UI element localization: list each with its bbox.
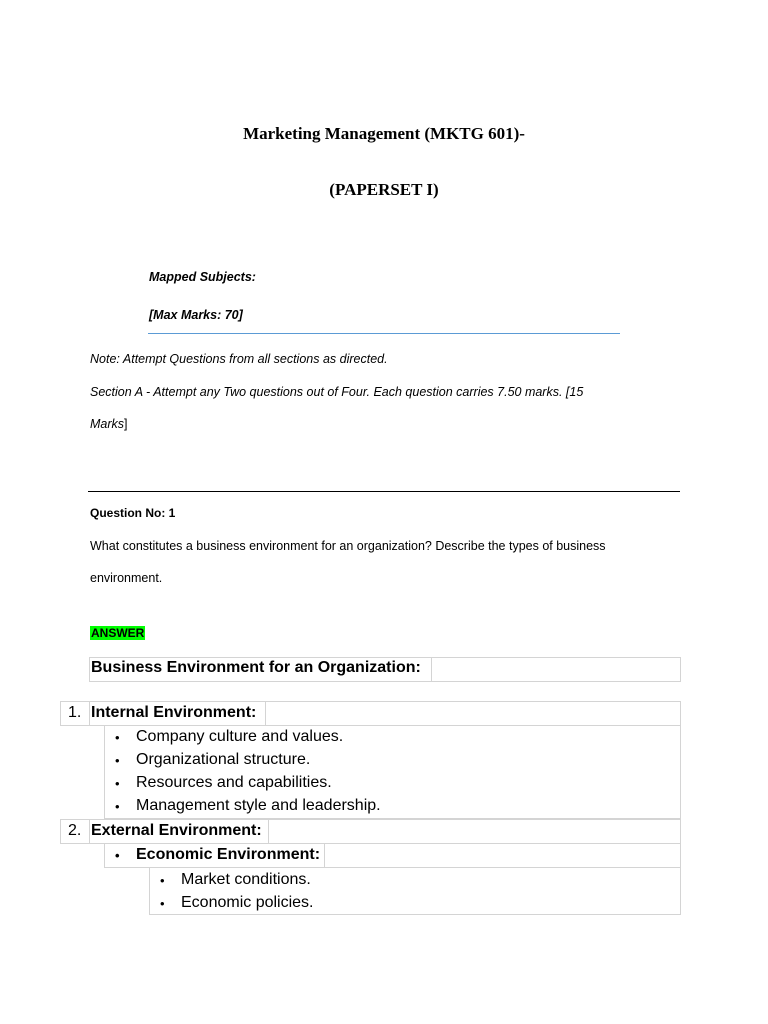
paperset-label: (PAPERSET I) — [329, 180, 439, 199]
list-item: • Resources and capabilities. — [136, 774, 332, 792]
answer-label: ANSWER — [91, 626, 145, 640]
document-title: Marketing Management (MKTG 601)- — [243, 124, 525, 143]
list-item: • Management style and leadership. — [136, 797, 381, 815]
question-number: Question No: 1 — [90, 506, 176, 520]
external-environment-heading: External Environment: — [91, 822, 262, 839]
list-item: • Organizational structure. — [136, 751, 310, 769]
section-divider — [88, 491, 680, 492]
answer-heading: Business Environment for an Organization: — [91, 659, 421, 676]
section-number: 2. — [68, 822, 82, 839]
list-item: • Economic policies. — [181, 894, 314, 912]
section-a-instruction: Section A - Attempt any Two questions out of Four. Each question carries 7.50 marks. [15 — [90, 385, 584, 399]
section-a-instruction-cont: Marks] — [90, 417, 128, 431]
question-text-cont: environment. — [90, 571, 163, 585]
internal-environment-heading: Internal Environment: — [91, 704, 257, 721]
max-marks-label: [Max Marks: 70] — [149, 308, 243, 322]
meta-underline — [148, 333, 620, 334]
list-item: • Company culture and values. — [136, 728, 343, 746]
mapped-subjects-label: Mapped Subjects: — [149, 270, 256, 284]
section-number: 1. — [68, 704, 82, 721]
economic-environment-heading: • Economic Environment: — [136, 846, 320, 864]
list-item: • Market conditions. — [181, 871, 311, 889]
question-text: What constitutes a business environment for an organization? Describe the types of business — [90, 539, 606, 553]
note-text: Note: Attempt Questions from all sections as directed. — [90, 352, 388, 366]
